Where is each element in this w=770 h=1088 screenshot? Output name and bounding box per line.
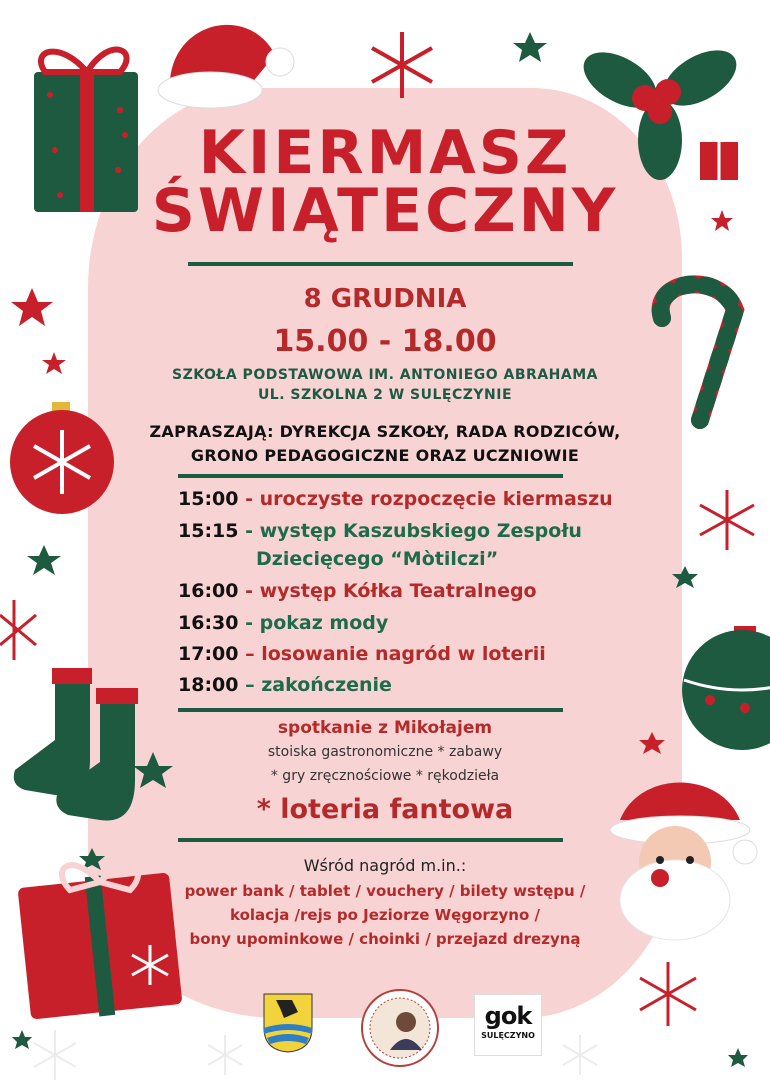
schedule-item bbox=[178, 643, 658, 665]
schedule-separator: – bbox=[238, 643, 262, 665]
star-icon bbox=[27, 545, 61, 575]
schedule-text: występ Kaszubskiego Zespołu bbox=[259, 520, 582, 542]
schedule-item bbox=[178, 520, 658, 542]
snowflake-icon bbox=[0, 600, 36, 660]
schedule-text: zakończenie bbox=[261, 674, 392, 696]
star-icon bbox=[513, 32, 547, 62]
schedule-item bbox=[178, 580, 658, 602]
schedule-time: 16:00 bbox=[178, 580, 239, 602]
schedule-separator: - bbox=[238, 488, 260, 510]
snowflake-icon bbox=[640, 962, 696, 1026]
gok-logo-text: gok bbox=[484, 1002, 532, 1030]
divider bbox=[178, 838, 563, 842]
snowflake-icon bbox=[700, 490, 754, 550]
schedule-separator: – bbox=[238, 674, 262, 696]
divider bbox=[188, 262, 573, 266]
star-icon bbox=[12, 1030, 32, 1049]
prizes-heading: Wśród nagród m.in.: bbox=[303, 856, 467, 875]
schedule-time: 15:00 bbox=[178, 488, 239, 510]
schedule-text: Dziecięcego “Mòtilczi” bbox=[256, 548, 499, 570]
attractions-line-1: stoiska gastronomiczne * zabawy bbox=[267, 744, 503, 760]
municipality-coat-of-arms-logo bbox=[262, 992, 314, 1054]
prizes-line-3: bony upominkowe / choinki / przejazd drezyną bbox=[189, 930, 581, 948]
invite-line-1: ZAPRASZAJĄ: DYREKCJA SZKOŁY, RADA RODZICÓW, bbox=[149, 422, 621, 441]
schedule-item bbox=[178, 488, 658, 510]
prizes-line-2: kolacja /rejs po Jeziorze Węgorzyno / bbox=[230, 906, 540, 924]
title-line-1: KIERMASZ bbox=[198, 118, 572, 188]
schedule-item-continued bbox=[256, 548, 736, 570]
prizes-line-1: power bank / tablet / vouchery / bilety wstępu / bbox=[184, 882, 586, 900]
santa-hat-icon bbox=[158, 25, 294, 108]
schedule-separator: - bbox=[238, 520, 260, 542]
schedule-text: losowanie nagród w loterii bbox=[261, 643, 546, 665]
schedule-text: pokaz mody bbox=[259, 612, 389, 634]
invite-line-2: GRONO PEDAGOGICZNE ORAZ UCZNIOWIE bbox=[190, 446, 580, 465]
gok-logo-town: SULĘCZYNO bbox=[481, 1031, 535, 1040]
address-line-2: UL. SZKOLNA 2 W SULĘCZYNIE bbox=[257, 387, 513, 403]
santa-meeting: spotkanie z Mikołajem bbox=[277, 718, 493, 738]
gok-sulęczyno-logo bbox=[474, 994, 542, 1056]
schedule-separator: - bbox=[238, 580, 260, 602]
schedule-time: 16:30 bbox=[178, 612, 239, 634]
star-icon bbox=[728, 1048, 748, 1067]
schedule-item bbox=[178, 674, 658, 696]
schedule-item bbox=[178, 612, 658, 634]
school-seal-logo bbox=[360, 988, 440, 1068]
schedule-time: 15:15 bbox=[178, 520, 239, 542]
schedule-text: uroczyste rozpoczęcie kiermaszu bbox=[259, 488, 613, 510]
address-line-1: SZKOŁA PODSTAWOWA IM. ANTONIEGO ABRAHAMA bbox=[172, 367, 598, 383]
schedule-text: występ Kółka Teatralnego bbox=[259, 580, 537, 602]
snowflake-icon bbox=[372, 32, 432, 98]
title-line-2: ŚWIĄTECZNY bbox=[151, 176, 619, 246]
attractions-line-2: * gry zręcznościowe * rękodzieła bbox=[270, 768, 500, 784]
schedule-separator: - bbox=[238, 612, 260, 634]
event-time: 15.00 - 18.00 bbox=[273, 324, 497, 359]
event-date: 8 GRUDNIA bbox=[303, 284, 467, 314]
schedule-time: 17:00 bbox=[178, 643, 239, 665]
divider bbox=[178, 474, 563, 478]
schedule-time: 18:00 bbox=[178, 674, 239, 696]
lottery-heading: * loteria fantowa bbox=[256, 794, 514, 825]
divider bbox=[178, 708, 563, 712]
